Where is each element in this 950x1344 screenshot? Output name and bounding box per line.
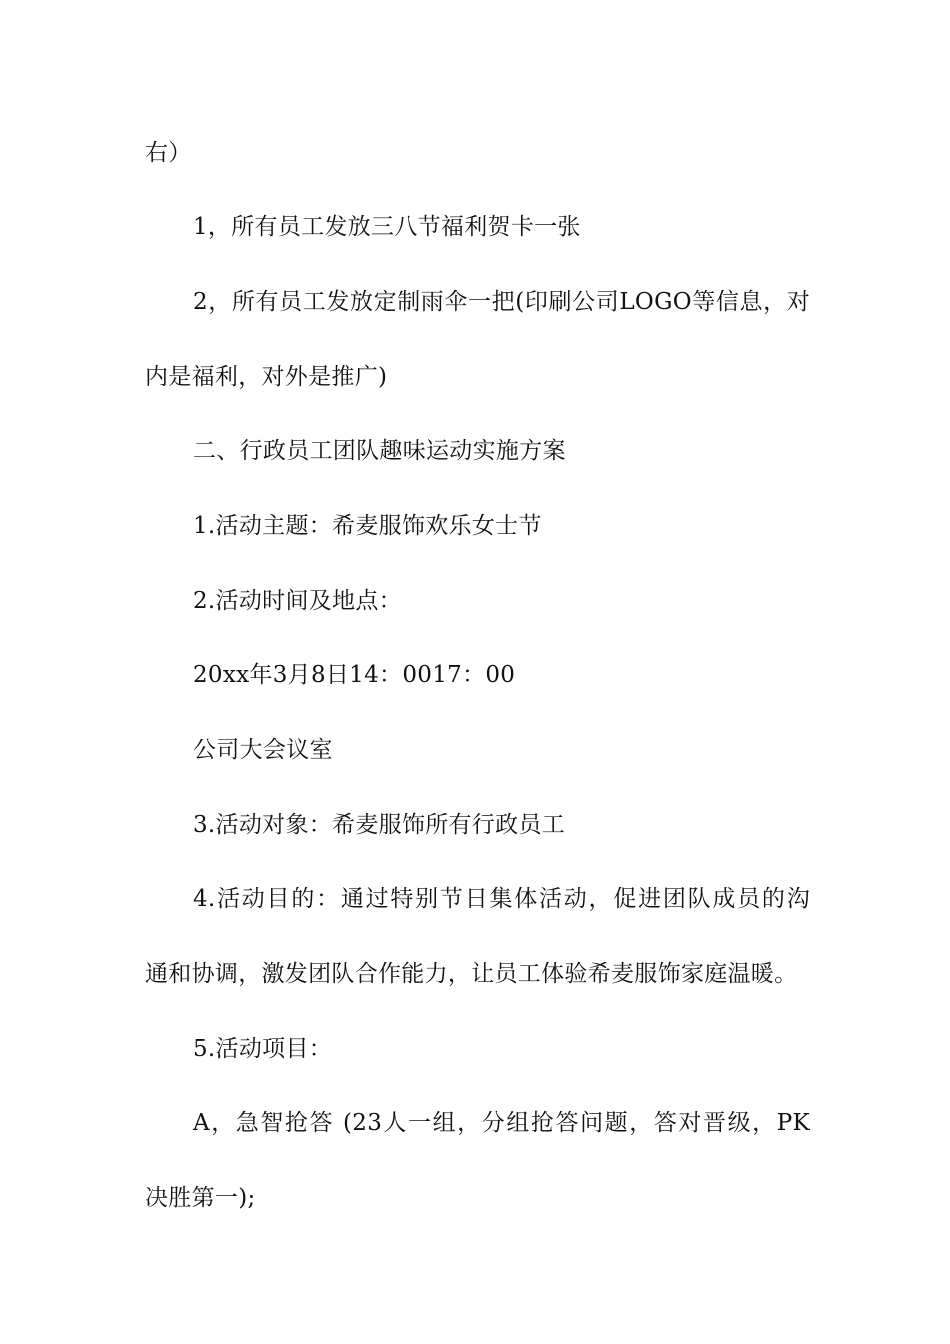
text-line-project-a-continuation: 决胜第一); xyxy=(145,1185,256,1211)
section-heading: 二、行政员工团队趣味运动实施方案 xyxy=(193,438,566,464)
text-line-purpose: 4.活动目的：通过特别节日集体活动，促进团队成员的沟 xyxy=(193,886,810,912)
text-line-audience: 3.活动对象：希麦服饰所有行政员工 xyxy=(193,812,566,838)
text-line-item-2: 2，所有员工发放定制雨伞一把(印刷公司LOGO等信息，对 xyxy=(193,289,810,315)
text-line-theme: 1.活动主题：希麦服饰欢乐女士节 xyxy=(193,513,542,539)
text-line-projects: 5.活动项目： xyxy=(193,1036,333,1062)
text-line-location: 公司大会议室 xyxy=(193,737,333,763)
text-line-purpose-continuation: 通和协调，激发团队合作能力，让员工体验希麦服饰家庭温暖。 xyxy=(145,961,798,987)
text-line-date: 20xx年3月8日14：0017：00 xyxy=(193,662,516,688)
text-line-project-a: A，急智抢答 (23人一组，分组抢答问题，答对晋级，PK xyxy=(193,1110,810,1136)
text-line-item-2-continuation: 内是福利，对外是推广) xyxy=(145,364,388,390)
text-line-continuation: 右） xyxy=(145,140,192,166)
text-line-item-1: 1，所有员工发放三八节福利贺卡一张 xyxy=(193,214,581,240)
text-line-time-place: 2.活动时间及地点： xyxy=(193,588,402,614)
